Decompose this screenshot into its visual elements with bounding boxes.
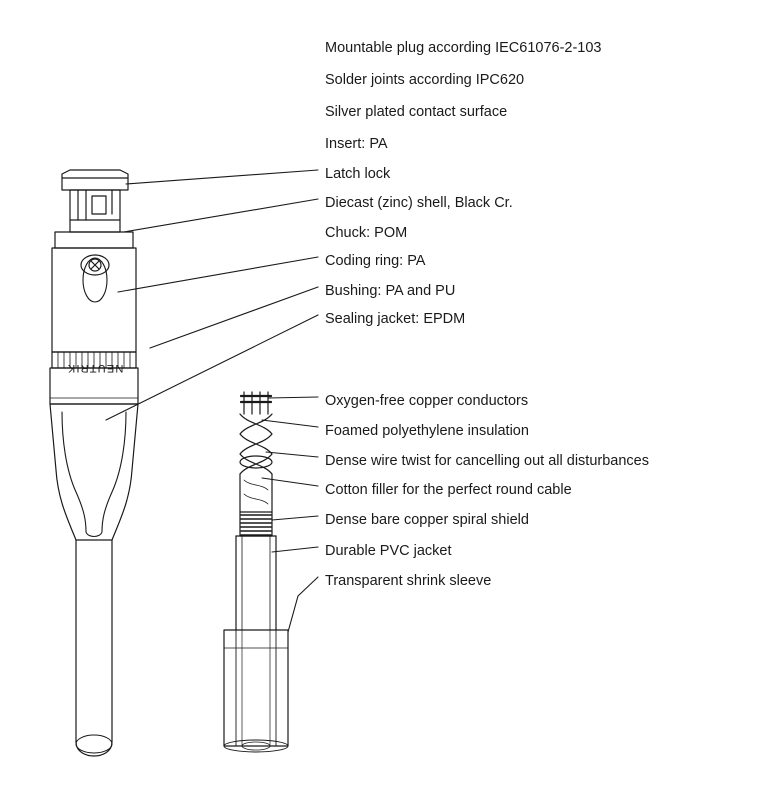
pair-twist-part	[240, 414, 272, 474]
copper-conductors-part	[241, 392, 271, 414]
brand-label: NEUTRIK	[66, 362, 124, 374]
label-pe-insulation: Foamed polyethylene insulation	[325, 423, 529, 439]
label-spec-plug: Mountable plug according IEC61076-2-103	[325, 40, 602, 56]
label-diecast-shell: Diecast (zinc) shell, Black Cr.	[325, 195, 513, 211]
label-latch-lock: Latch lock	[325, 166, 391, 182]
shrink-sleeve-part	[224, 630, 288, 752]
label-spec-silver: Silver plated contact surface	[325, 104, 508, 120]
latch-lock-part	[62, 170, 128, 232]
label-pvc-jacket: Durable PVC jacket	[325, 543, 452, 559]
label-shrink-sleeve: Transparent shrink sleeve	[325, 573, 492, 589]
label-spec-solder: Solder joints according IPC620	[325, 72, 525, 88]
label-wire-twist: Dense wire twist for cancelling out all disturbances	[325, 453, 649, 469]
label-bushing: Bushing: PA and PU	[325, 283, 456, 299]
bushing-part	[50, 404, 138, 540]
connector-cable-part	[76, 540, 112, 756]
spiral-shield-part	[240, 512, 272, 536]
label-spiral-shield: Dense bare copper spiral shield	[325, 512, 529, 528]
label-sealing-jacket: Sealing jacket: EPDM	[325, 311, 466, 327]
pvc-jacket-part	[236, 536, 276, 630]
cotton-filler-part	[240, 474, 272, 512]
label-cotton-filler: Cotton filler for the perfect round cable	[325, 482, 572, 498]
brand-band	[49, 356, 141, 382]
label-coding-ring: Coding ring: PA	[325, 253, 426, 269]
label-insert: Insert: PA	[325, 136, 388, 152]
label-copper-conductor: Oxygen-free copper conductors	[325, 393, 529, 409]
diecast-shell-part	[52, 232, 136, 352]
label-chuck: Chuck: POM	[325, 225, 408, 241]
